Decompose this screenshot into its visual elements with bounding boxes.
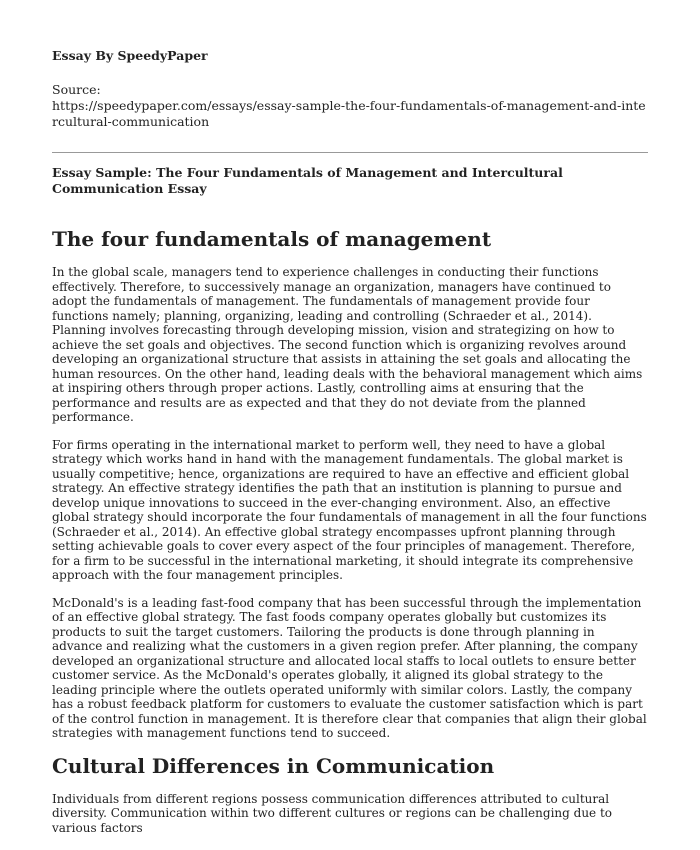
paragraph: Individuals from different regions possess communication differences attributed to cultural diversity. Communication within two different cultures or regions can be challenging due to various factors — [52, 791, 613, 835]
document-header — [52, 48, 648, 130]
paragraph: For firms operating in the international market to perform well, they need to have a global strategy which works hand in hand with the management fundamentals. The global market is usually competitive; hence, organizations are required to have an effective and efficient global strategy. An effective strategy identifies the path that an institution is planning to pursue and develop unique innovations to succeed in the ever-changing environment. Also, an effective global strategy should incorporate the four fundamentals of management in all the four functions (Schraeder et al., 2014). An effective global strategy encompasses upfront planning through setting achievable goals to cover every aspect of the four principles of management. Therefore, for a firm to be successful in the international marketing, it should integrate its comprehensive approach with the four management principles. — [52, 437, 647, 582]
paragraph: In the global scale, managers tend to experience challenges in conducting their functions effectively. Therefore, to successively manage an organization, managers have continued to adopt the fundamentals of management. The fundamentals of management provide four functions namely; planning, organizing, leading and controlling (Schraeder et al., 2014). Planning involves forecasting through developing mission, vision and strategizing on how to achieve the set goals and objectives. The second function which is organizing revolves around developing an organizational structure that assists in attaining the set goals and allocating the human resources. On the other hand, leading deals with the behavioral management which aims at inspiring others through proper actions. Lastly, controlling aims at ensuring that the performance and results are as expected and that they do not deviate from the planned performance. — [52, 265, 643, 424]
brand-title: Essay By SpeedyPaper — [52, 48, 208, 63]
source-url: https://speedypaper.com/essays/essay-sample-the-four-fundamentals-of-management-and-intercultural-communication — [52, 98, 646, 129]
section-four-fundamentals — [52, 227, 648, 741]
paragraph: McDonald's is a leading fast-food company that has been successful through the implementation of an effective global strategy. The fast foods company operates globally but customizes its products to suit the target customers. Tailoring the products is done through planning in advance and realizing what the customers in a given region prefer. After planning, the company developed an organizational structure and allocated local staffs to local outlets to ensure better customer service. As the McDonald's operates globally, it aligned its global strategy to the leading principle where the outlets operated uniformly with similar colors. Lastly, the company has a robust feedback platform for customers to evaluate the customer satisfaction which is part of the control function in management. It is therefore clear that companies that align their global strategies with management functions tend to succeed. — [52, 595, 647, 740]
essay-title: Essay Sample: The Four Fundamentals of Management and Intercultural Communication Essay — [52, 165, 563, 196]
header-divider — [52, 152, 648, 153]
section-cultural-differences — [52, 754, 648, 836]
section-heading: Cultural Differences in Communication — [52, 753, 495, 778]
source-label: Source: — [52, 82, 101, 97]
section-heading: The four fundamentals of management — [52, 227, 492, 251]
